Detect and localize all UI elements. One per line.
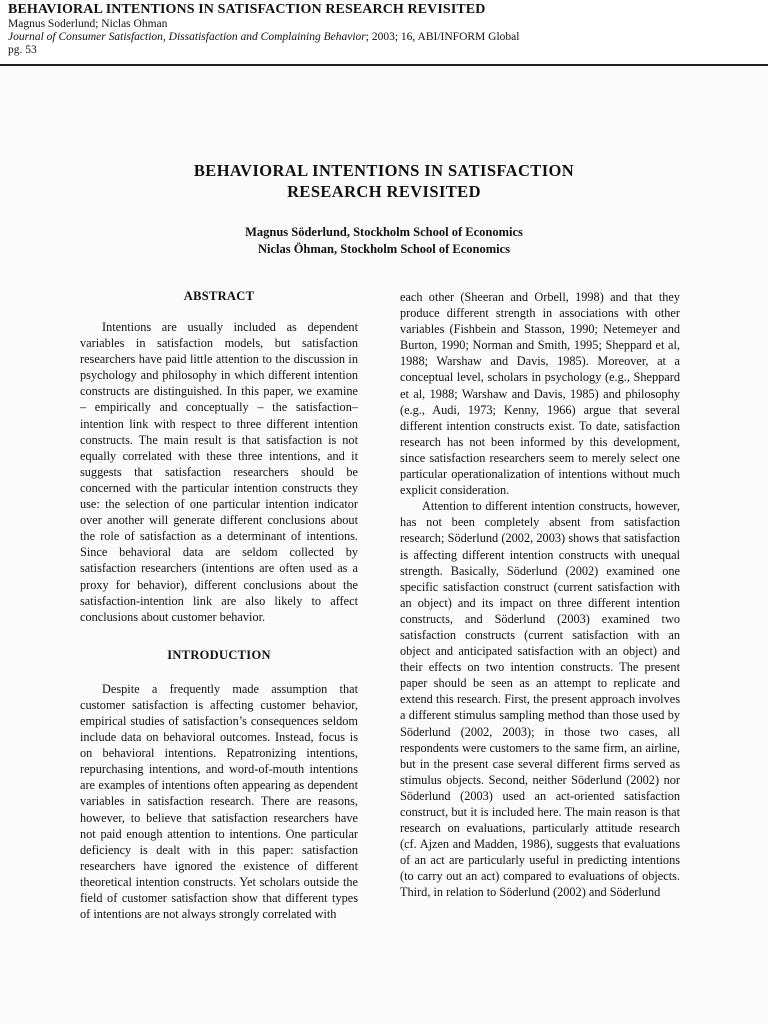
right-column [400,289,680,901]
paper-authors [0,224,768,258]
right-paragraph-2: Attention to different intention constructs, however, has not been completely absent from satisfaction research; Söderlund (2002, 2003) shows that satisfaction is affecting different intention constructs with unequal strength. Basically, Söderlund (2002) examined one specific satisfaction construct (current satisfaction with an object) and its impact on three different intention constructs, and Söderlund (2003) examined two satisfaction constructs (current satisfaction with an object and anticipated satisfaction with an object) and their effects on two intention constructs. The present paper should be seen as an attempt to replicate and extend this research. First, the present approach involves a different stimulus sampling method than those used by Söderlund (2002, 2003); in those two cases, all respondents were customers to the same firm, an airline, but in the present case several different firms served as stimulus objects. Second, neither Söderlund (2002) nor Söderlund (2003) used an act-oriented satisfaction construct, but it is included here. The main reason is that research on evaluations, particularly attitude research (cf. Ajzen and Madden, 1986), suggests that evaluations of an act are particularly useful in predicting intentions (to carry out an act) compared to evaluations of objects. Third, in relation to Söderlund (2002) and Söderlund [400,499,680,900]
header-citation [8,31,760,44]
header-journal: Journal of Consumer Satisfaction, Dissatisfaction and Complaining Behavior [8,31,366,43]
left-column [80,288,358,922]
paper-title-line1: BEHAVIORAL INTENTIONS IN SATISFACTION [193,161,575,180]
introduction-text: Despite a frequently made assumption that customer satisfaction is affecting customer behavior, empirical studies of satisfaction’s consequences seldom include data on behavioral outcomes. Instead, focus is on behavioral intentions. Repatronizing intentions, repurchasing intentions, and word-of-mouth intentions are examples of intentions often appearing as dependent variables in satisfaction research. There are reasons, however, to believe that satisfaction researchers have not paid enough attention to intentions. One particular deficiency is dealt with in this paper: satisfaction researchers have ignored the existence of different theoretical intention constructs. Yet scholars outside the field of customer satisfaction show that different types of intentions are not always strongly correlated with [80,681,358,922]
introduction-heading: INTRODUCTION [167,647,271,662]
header-citation-details: ; 2003; 16, ABI/INFORM Global [365,31,520,43]
header-page: pg. 53 [8,44,37,56]
document-header [8,2,760,57]
abstract-heading: ABSTRACT [183,289,255,303]
abstract-text: Intentions are usually included as dependent variables in satisfaction models, but satisfaction researchers have paid little attention to the discussion in psychology and philosophy in which different intention constructs are distinguished. In this paper, we examine – empirically and conceptually – the satisfaction–intention link with respect to three different intention constructs. The main result is that satisfaction is not equally correlated with these three intentions, and it suggests that satisfaction researchers should be concerned with the particular intention constructs they use: the selection of one particular intention indicator over another will generate different conclusions about the role of satisfaction as a determinant of intentions. Since behavioral data are seldom collected by satisfaction researchers (intentions are often used as a proxy for behavior), different conclusions about the satisfaction-intention link are also likely to affect conclusions about customer behavior. [80,320,358,624]
right-paragraph-1: each other (Sheeran and Orbell, 1998) and that they produce different strength in associations with other variables (Fishbein and Stasson, 1990; Netemeyer and Burton, 1990; Norman and Smith, 1995; Sheppard et al, 1988; Warshaw and Davis, 1985). Moreover, at a conceptual level, scholars in psychology (e.g., Sheppard et al, 1988; Warshaw and Davis, 1985) and philosophy (e.g., Audi, 1973; Kenny, 1966) argue that several different intention constructs exist. To date, satisfaction research has not been informed by this development, since satisfaction researchers seem to merely select one particular operationalization of intentions without much explicit consideration. [400,290,680,498]
author-1: Magnus Söderlund, Stockholm School of Economics [245,225,523,239]
author-2: Niclas Öhman, Stockholm School of Economics [257,242,511,256]
header-title: BEHAVIORAL INTENTIONS IN SATISFACTION RESEARCH REVISITED [8,2,486,17]
header-authors: Magnus Soderlund; Niclas Ohman [8,18,168,30]
paper-title-line2: RESEARCH REVISITED [287,182,481,201]
paper-title [0,160,768,202]
